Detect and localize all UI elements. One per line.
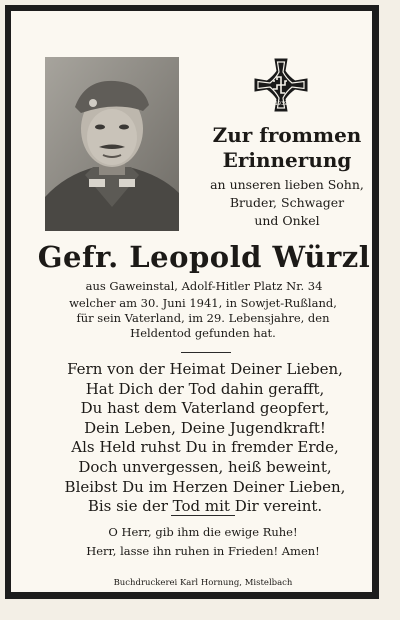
- death-line: Heldentod gefunden hat.: [130, 326, 276, 340]
- soldier-portrait-image: [45, 57, 179, 231]
- divider-rule: [171, 515, 235, 516]
- poem-line: Bleibst Du im Herzen Deiner Lieben,: [64, 477, 346, 496]
- memorial-card: [5, 5, 379, 599]
- death-line: welcher am 30. Juni 1941, in Sowjet-Rußland,: [69, 296, 337, 310]
- prayer: [27, 523, 379, 561]
- prayer-line: Herr, lasse ihn ruhen in Frieden! Amen!: [86, 544, 320, 558]
- death-notice: [33, 296, 373, 341]
- heading-line-1: Zur frommen: [212, 123, 362, 147]
- poem-line: Fern von der Heimat Deiner Lieben,: [67, 360, 343, 378]
- divider-rule: [181, 352, 231, 353]
- deceased-name: Gefr. Leopold Würzl: [37, 240, 371, 274]
- memorial-poem: [35, 360, 375, 517]
- relation-line-2: Bruder, Schwager: [229, 195, 345, 210]
- poem-line: Dein Leben, Deine Jugendkraft!: [84, 418, 326, 437]
- relation-line-1: an unseren lieben Sohn,: [210, 177, 364, 192]
- cross-year: 1939: [274, 101, 288, 107]
- death-line: für sein Vaterland, im 29. Lebensjahre, den: [76, 311, 330, 325]
- heading-line-2: Erinnerung: [222, 148, 352, 172]
- printer-credit: Buchdruckerei Karl Hornung, Mistelbach: [113, 578, 293, 588]
- portrait-photo: [45, 57, 179, 231]
- prayer-line: O Herr, gib ihm die ewige Ruhe!: [108, 525, 298, 539]
- address-line: aus Gaweinstal, Adolf-Hitler Platz Nr. 34: [85, 279, 323, 293]
- poem-line: Bis sie der Tod mit Dir vereint.: [87, 497, 323, 516]
- poem-line: Als Held ruhst Du in fremder Erde,: [71, 438, 339, 457]
- poem-line: Hat Dich der Tod dahin gerafft,: [85, 379, 325, 398]
- iron-cross-icon: [253, 57, 309, 113]
- relation-line-3: und Onkel: [254, 213, 320, 228]
- poem-line: Du hast dem Vaterland geopfert,: [80, 399, 330, 418]
- poem-line: Doch unvergessen, heiß beweint,: [78, 457, 332, 476]
